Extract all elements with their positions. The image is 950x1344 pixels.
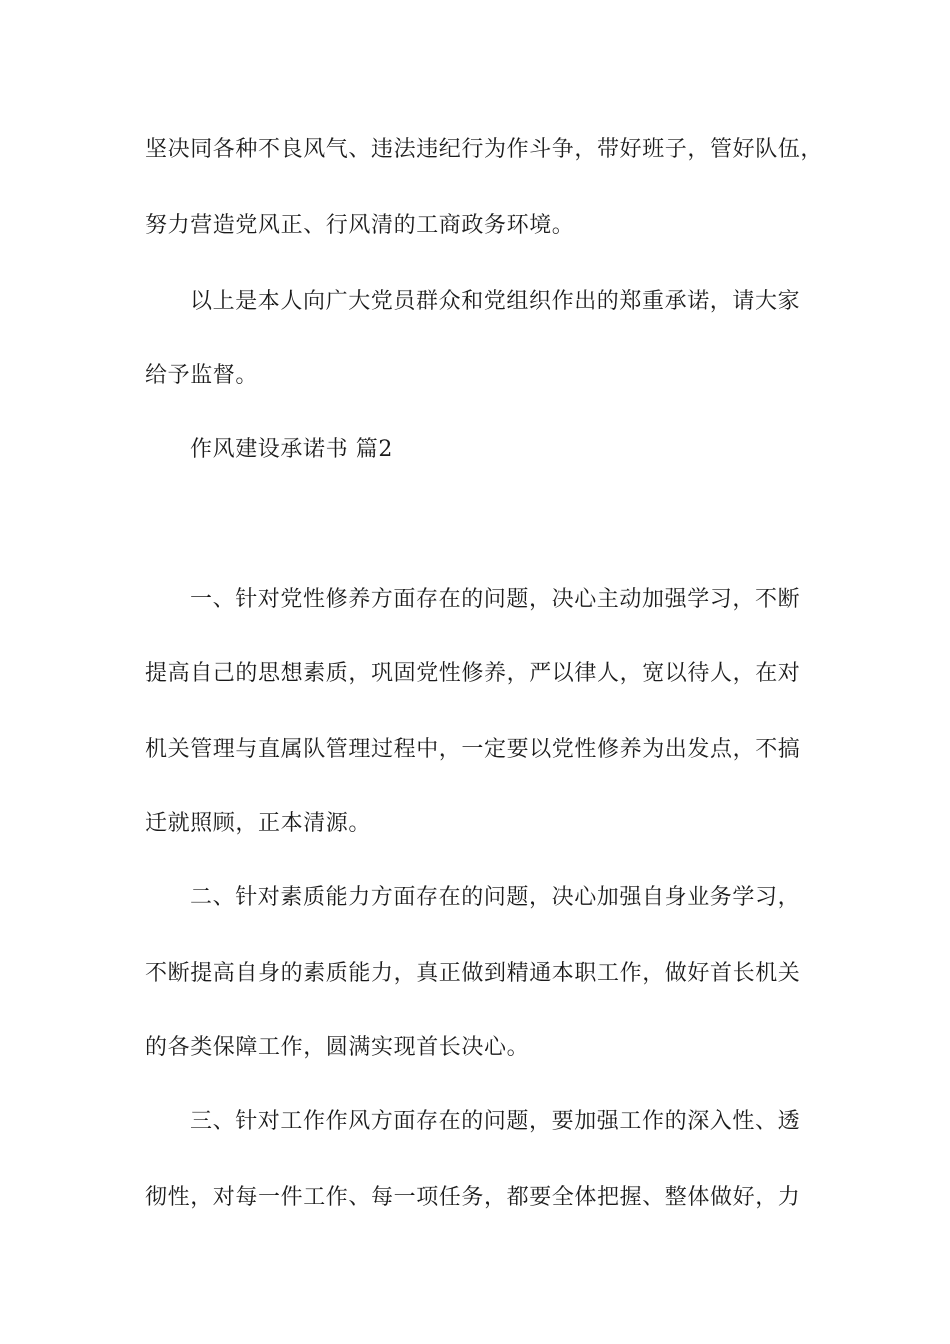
paragraph-1-line: 提高自己的思想素质，巩固党性修养，严以律人，宽以待人，在对: [145, 661, 801, 686]
paragraph-3-line: 三、针对工作作风方面存在的问题，要加强工作的深入性、透: [190, 1109, 801, 1134]
paragraph-1-line: 迁就照顾，正本清源。: [145, 811, 372, 836]
closing-paragraph-line: 给予监督。: [145, 363, 259, 388]
body-text-line: 努力营造党风正、行风清的工商政务环境。: [145, 213, 575, 238]
body-text-line: 坚决同各种不良风气、违法违纪行为作斗争，带好班子，管好队伍，: [145, 137, 824, 162]
closing-paragraph-line: 以上是本人向广大党员群众和党组织作出的郑重承诺，请大家: [190, 289, 801, 314]
paragraph-3-line: 彻性，对每一件工作、每一项任务，都要全体把握、整体做好，力: [145, 1185, 801, 1210]
paragraph-2-line: 的各类保障工作，圆满实现首长决心。: [145, 1035, 530, 1060]
section-heading: 作风建设承诺书 篇2: [190, 437, 393, 462]
paragraph-1-line: 一、针对党性修养方面存在的问题，决心主动加强学习，不断: [190, 587, 801, 612]
paragraph-2-line: 二、针对素质能力方面存在的问题，决心加强自身业务学习，: [190, 885, 801, 910]
paragraph-2-line: 不断提高自身的素质能力，真正做到精通本职工作，做好首长机关: [145, 961, 801, 986]
paragraph-1-line: 机关管理与直属队管理过程中，一定要以党性修养为出发点，不搞: [145, 737, 801, 762]
